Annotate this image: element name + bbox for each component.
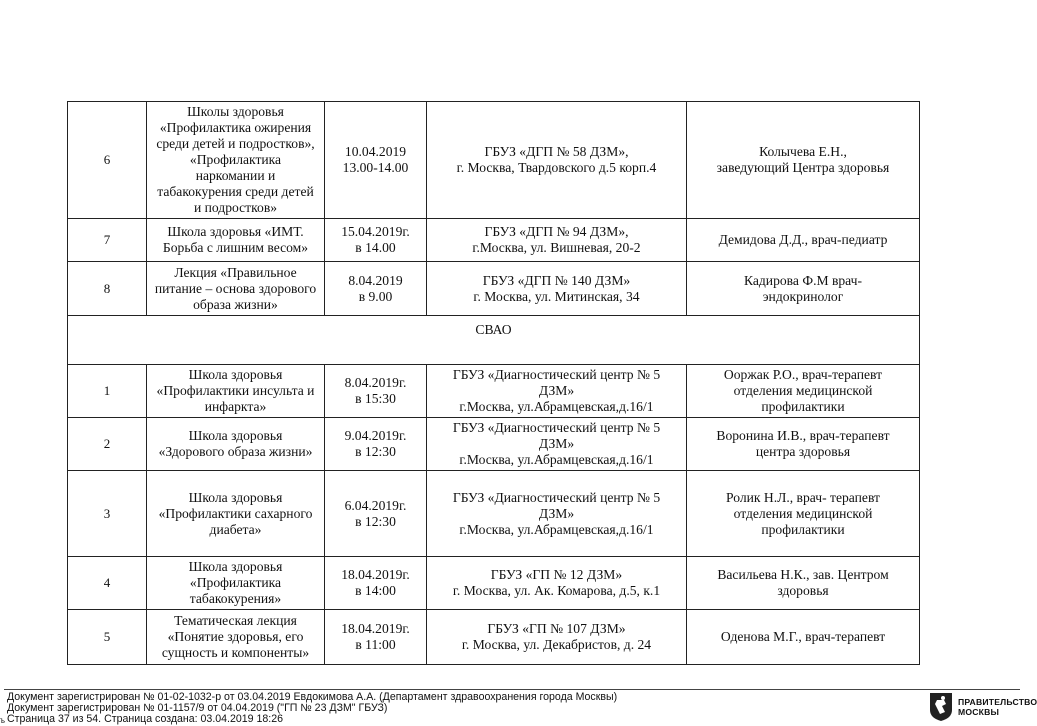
logo-line-moscow: МОСКВЫ	[958, 707, 1000, 717]
footer-divider	[4, 689, 1020, 690]
event-title: Тематическая лекция «Понятие здоровья, его сущность и компоненты»	[147, 610, 325, 665]
event-place: ГБУЗ «ДГП № 58 ДЗМ», г. Москва, Твардовского д.5 корп.4	[427, 102, 687, 219]
footer-corner-mark: ъ	[0, 716, 5, 725]
events-table	[67, 101, 920, 665]
event-responsible: Воронина И.В., врач-терапевт центра здоровья	[687, 418, 920, 471]
event-title: Лекция «Правильное питание – основа здорового образа жизни»	[147, 262, 325, 316]
event-place: ГБУЗ «ГП № 107 ДЗМ» г. Москва, ул. Декабристов, д. 24	[427, 610, 687, 665]
row-number: 4	[68, 557, 147, 610]
region-name: СВАО	[68, 316, 920, 365]
event-title: Школа здоровья «Профилактики инсульта и инфаркта»	[147, 365, 325, 418]
table-row	[68, 102, 920, 219]
event-datetime: 6.04.2019г. в 12:30	[325, 471, 427, 557]
event-title: Школа здоровья «Здорового образа жизни»	[147, 418, 325, 471]
row-number: 5	[68, 610, 147, 665]
event-place: ГБУЗ «ДГП № 94 ДЗМ», г.Москва, ул. Вишневая, 20-2	[427, 219, 687, 262]
event-place: ГБУЗ «Диагностический центр № 5 ДЗМ» г.Москва, ул.Абрамцевская,д.16/1	[427, 365, 687, 418]
event-datetime: 8.04.2019г. в 15:30	[325, 365, 427, 418]
event-datetime: 9.04.2019г. в 12:30	[325, 418, 427, 471]
table-row	[68, 365, 920, 418]
row-number: 2	[68, 418, 147, 471]
event-responsible: Ролик Н.Л., врач- терапевт отделения медицинской профилактики	[687, 471, 920, 557]
event-title: Школа здоровья «Профилактики сахарного диабета»	[147, 471, 325, 557]
registration-footer	[0, 688, 1024, 724]
row-number: 3	[68, 471, 147, 557]
event-title: Школы здоровья «Профилактика ожирения среди детей и подростков», «Профилактика наркомании и табакокурения среди детей и подростков»	[147, 102, 325, 219]
footer-text	[7, 692, 907, 725]
event-datetime: 18.04.2019г. в 11:00	[325, 610, 427, 665]
event-datetime: 10.04.2019 13.00-14.00	[325, 102, 427, 219]
table-row	[68, 471, 920, 557]
event-datetime: 15.04.2019г. в 14.00	[325, 219, 427, 262]
footer-line-registration-1: Документ зарегистрирован № 01-02-1032-р от 03.04.2019 Евдокимова А.А. (Департамент здравоохранения города Москвы)	[7, 691, 618, 703]
event-place: ГБУЗ «ГП № 12 ДЗМ» г. Москва, ул. Ак. Комарова, д.5, к.1	[427, 557, 687, 610]
footer-line-page-info: Страница 37 из 54. Страница создана: 03.04.2019 18:26	[7, 713, 284, 725]
row-number: 7	[68, 219, 147, 262]
event-place: ГБУЗ «Диагностический центр № 5 ДЗМ» г.Москва, ул.Абрамцевская,д.16/1	[427, 418, 687, 471]
table-row	[68, 418, 920, 471]
moscow-coat-of-arms-icon	[928, 692, 954, 722]
government-logo-text	[958, 697, 1037, 717]
event-datetime: 18.04.2019г. в 14:00	[325, 557, 427, 610]
footer-line-registration-2: Документ зарегистрирован № 01-1157/9 от 04.04.2019 ("ГП № 23 ДЗМ" ГБУЗ)	[7, 702, 388, 714]
event-responsible: Кадирова Ф.М врач- эндокринолог	[687, 262, 920, 316]
row-number: 8	[68, 262, 147, 316]
table-row	[68, 610, 920, 665]
event-title: Школа здоровья «ИМТ. Борьба с лишним весом»	[147, 219, 325, 262]
event-responsible: Васильева Н.К., зав. Центром здоровья	[687, 557, 920, 610]
event-responsible: Демидова Д.Д., врач-педиатр	[687, 219, 920, 262]
event-place: ГБУЗ «Диагностический центр № 5 ДЗМ» г.Москва, ул.Абрамцевская,д.16/1	[427, 471, 687, 557]
logo-line-government: ПРАВИТЕЛЬСТВО	[958, 697, 1037, 707]
event-responsible: Оденова М.Г., врач-терапевт	[687, 610, 920, 665]
row-number: 1	[68, 365, 147, 418]
table-row	[68, 219, 920, 262]
table-row	[68, 557, 920, 610]
event-responsible: Колычева Е.Н., заведующий Центра здоровья	[687, 102, 920, 219]
region-header-row	[68, 316, 920, 365]
event-place: ГБУЗ «ДГП № 140 ДЗМ» г. Москва, ул. Митинская, 34	[427, 262, 687, 316]
table-row	[68, 262, 920, 316]
event-responsible: Ооржак Р.О., врач-терапевт отделения медицинской профилактики	[687, 365, 920, 418]
row-number: 6	[68, 102, 147, 219]
event-title: Школа здоровья «Профилактика табакокурения»	[147, 557, 325, 610]
event-datetime: 8.04.2019 в 9.00	[325, 262, 427, 316]
